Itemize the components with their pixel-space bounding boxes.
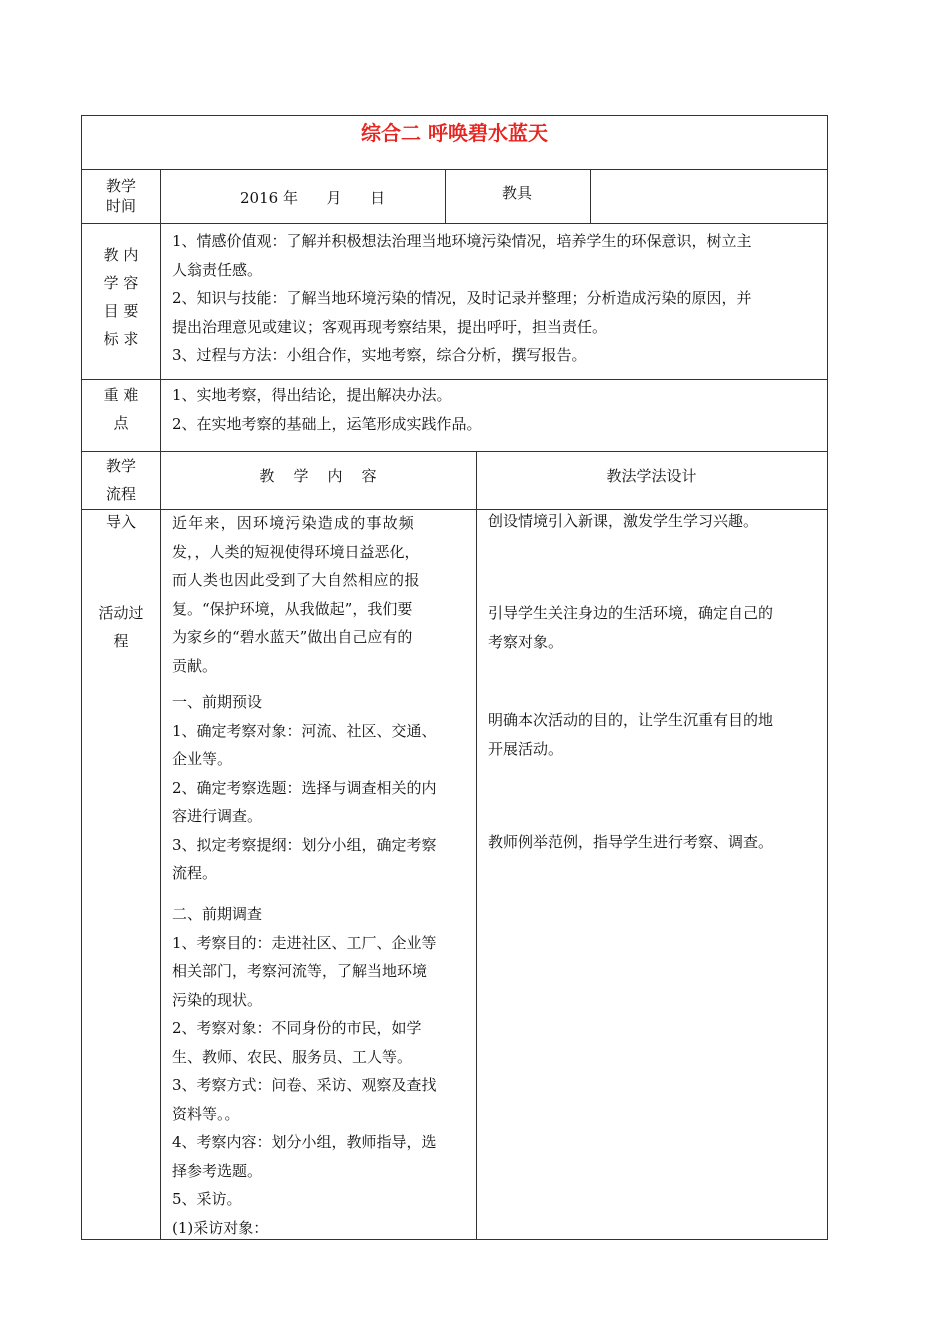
stage-activity-label: 活动过 程 [98, 604, 144, 650]
tools-label: 教具 [502, 184, 533, 202]
intro-paragraph: 近年来，因环境污染造成的事故频 发，，人类的短视使得环境日益恶化， 而人类也因此受到了大自然相应的报 复。“保护环境，从我做起”，我们要 为家乡的“碧水蓝天”做出自己应有的 贡献。 [172, 514, 421, 675]
stage-intro-label: 导入 [105, 513, 136, 531]
method-note: 教师例举范例，指导学生进行考察、调查。 [488, 833, 774, 851]
method-header: 教法学法设计 [606, 467, 697, 485]
row-divider [82, 379, 827, 380]
page-title: 综合二 呼唤碧水蓝天 [361, 121, 548, 145]
goals-label: 教 内 学 容 目 要 标 求 [103, 246, 139, 348]
col-divider [590, 169, 591, 223]
label-column-divider [160, 169, 161, 1239]
col-divider [445, 169, 446, 223]
goals-content: 1、情感价值观：了解并积极想法治理当地环境污染情况，培养学生的环保意识，树立主 人翁责任感。 2、知识与技能：了解当地环境污染的情况，及时记录并整理；分析造成污染的原因，并 提出治理意见或建议；客观再现考察结果，提出呼吁，担当责任。 3、过程与方法：小组合作，实地考察，综合分析，撰写报告。 [172, 232, 752, 364]
row-divider [82, 169, 827, 170]
method-note: 引导学生关注身边的生活环境，确定自己的 考察对象。 [488, 604, 774, 651]
method-column-divider [476, 451, 477, 1239]
key-points-label: 重 难 点 [103, 386, 139, 432]
key-points-content: 1、实地考察，得出结论，提出解决办法。 2、在实地考察的基础上，运笔形成实践作品。 [172, 386, 482, 433]
section-survey: 二、前期调查 1、考察目的：走进社区、工厂、企业等 相关部门，考察河流等，了解当地环境 污染的现状。 2、考察对象：不同身份的市民，如学 生、教师、农民、服务员、工人等。 3、考察方式：问卷、采访、观察及查找 资料等。。 4、考察内容：划分小组，教师指导，选 择参考选题。 5、采访。 (1)采访对象： [172, 905, 437, 1237]
row-divider [82, 223, 827, 224]
date-field: 2016 年 月 日 [240, 189, 386, 207]
method-note: 明确本次活动的目的，让学生沉重有目的地 开展活动。 [488, 711, 774, 758]
method-note: 创设情境引入新课，激发学生学习兴趣。 [488, 512, 759, 530]
section-preset: 一、前期预设 1、确定考察对象：河流、社区、交通、 企业等。 2、确定考察选题：选择与调查相关的内 容进行调查。 3、拟定考察提纲：划分小组，确定考察 流程。 [172, 693, 437, 882]
lesson-plan-table [81, 115, 828, 1240]
content-header: 教 学 内 容 [259, 467, 377, 485]
time-label: 教学 时间 [105, 177, 136, 215]
row-divider [82, 451, 827, 452]
flow-label: 教学 流程 [105, 457, 136, 503]
